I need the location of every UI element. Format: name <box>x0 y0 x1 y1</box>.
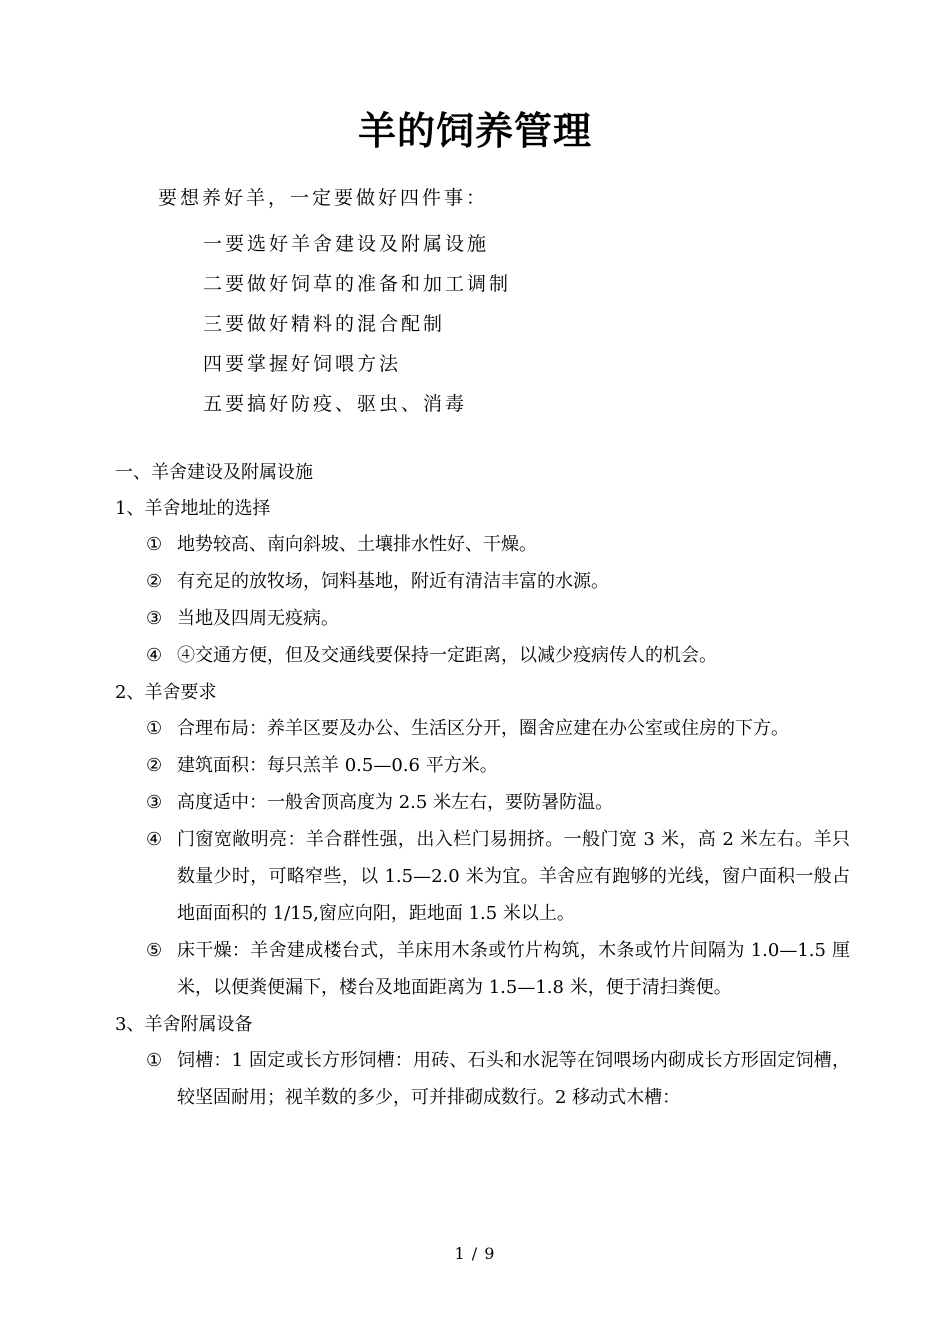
item-number: ① <box>146 1050 163 1071</box>
list-item <box>115 637 850 674</box>
site-selection-list <box>115 526 850 674</box>
item-number: ③ <box>146 608 163 629</box>
item-number: ④ <box>146 829 163 850</box>
list-item <box>115 784 850 821</box>
subsection-heading: 1、羊舍地址的选择 <box>115 498 271 519</box>
list-item <box>115 710 850 747</box>
item-text: 饲槽：1 固定或长方形饲槽：用砖、石头和水泥等在饲喂场内砌成长方形固定饲槽，较坚固耐用；视羊数的多少，可并排砌成数行。2 移动式木槽： <box>177 1050 850 1108</box>
list-item <box>115 932 850 1006</box>
item-text: 合理布局：养羊区要及办公、生活区分开，圈舍应建在办公室或住房的下方。 <box>177 718 789 739</box>
item-text: 建筑面积：每只羔羊 0.5—0.6 平方米。 <box>177 755 498 776</box>
item-text: 当地及四周无疫病。 <box>177 608 339 629</box>
subsection-heading: 2、羊舍要求 <box>115 682 217 703</box>
task-item: 三要做好精料的混合配制 <box>203 313 446 335</box>
list-item <box>115 526 850 563</box>
page-number: 1 / 9 <box>454 1244 496 1263</box>
item-text: 有充足的放牧场，饲料基地，附近有清洁丰富的水源。 <box>177 571 609 592</box>
item-text: 地势较高、南向斜坡、土壤排水性好、干燥。 <box>177 534 537 555</box>
list-item <box>115 600 850 637</box>
shed-requirements-list <box>115 710 850 1006</box>
list-item <box>115 747 850 784</box>
item-text: ④交通方便，但及交通线要保持一定距离，以减少疫病传人的机会。 <box>177 645 717 666</box>
task-item: 四要掌握好饲喂方法 <box>203 353 402 375</box>
section-heading: 一、羊舍建设及附属设施 <box>115 462 313 483</box>
item-number: ④ <box>146 645 163 666</box>
list-item <box>115 1042 850 1116</box>
item-text: 床干燥：羊舍建成楼台式，羊床用木条或竹片构筑，木条或竹片间隔为 1.0—1.5 厘米，以便粪便漏下，楼台及地面距离为 1.5—1.8 米，便于清扫粪便。 <box>177 940 850 998</box>
item-number: ② <box>146 571 163 592</box>
task-item: 五要搞好防疫、驱虫、消毒 <box>203 393 468 415</box>
item-text: 高度适中：一般舍顶高度为 2.5 米左右，要防暑防温。 <box>177 792 614 813</box>
task-item: 一要选好羊舍建设及附属设施 <box>203 233 490 255</box>
page-title: 羊的饲养管理 <box>357 109 592 154</box>
subsection-heading: 3、羊舍附属设备 <box>115 1014 253 1035</box>
document-body <box>115 456 850 1116</box>
list-item <box>115 821 850 932</box>
item-number: ① <box>146 718 163 739</box>
list-item <box>115 563 850 600</box>
item-number: ⑤ <box>146 940 163 961</box>
item-number: ① <box>146 534 163 555</box>
item-number: ③ <box>146 792 163 813</box>
item-number: ② <box>146 755 163 776</box>
task-item: 二要做好饲草的准备和加工调制 <box>203 273 512 295</box>
shed-equipment-list <box>115 1042 850 1116</box>
intro-text: 要想养好羊，一定要做好四件事： <box>158 187 489 209</box>
item-text: 门窗宽敞明亮：羊合群性强，出入栏门易拥挤。一般门宽 3 米，高 2 米左右。羊只数量少时，可略窄些，以 1.5—2.0 米为宜。羊舍应有跑够的光线，窗户面积一般占地面面积的 1/15,窗应向阳，距地面 1.5 米以上。 <box>177 829 850 924</box>
task-list <box>203 224 511 424</box>
